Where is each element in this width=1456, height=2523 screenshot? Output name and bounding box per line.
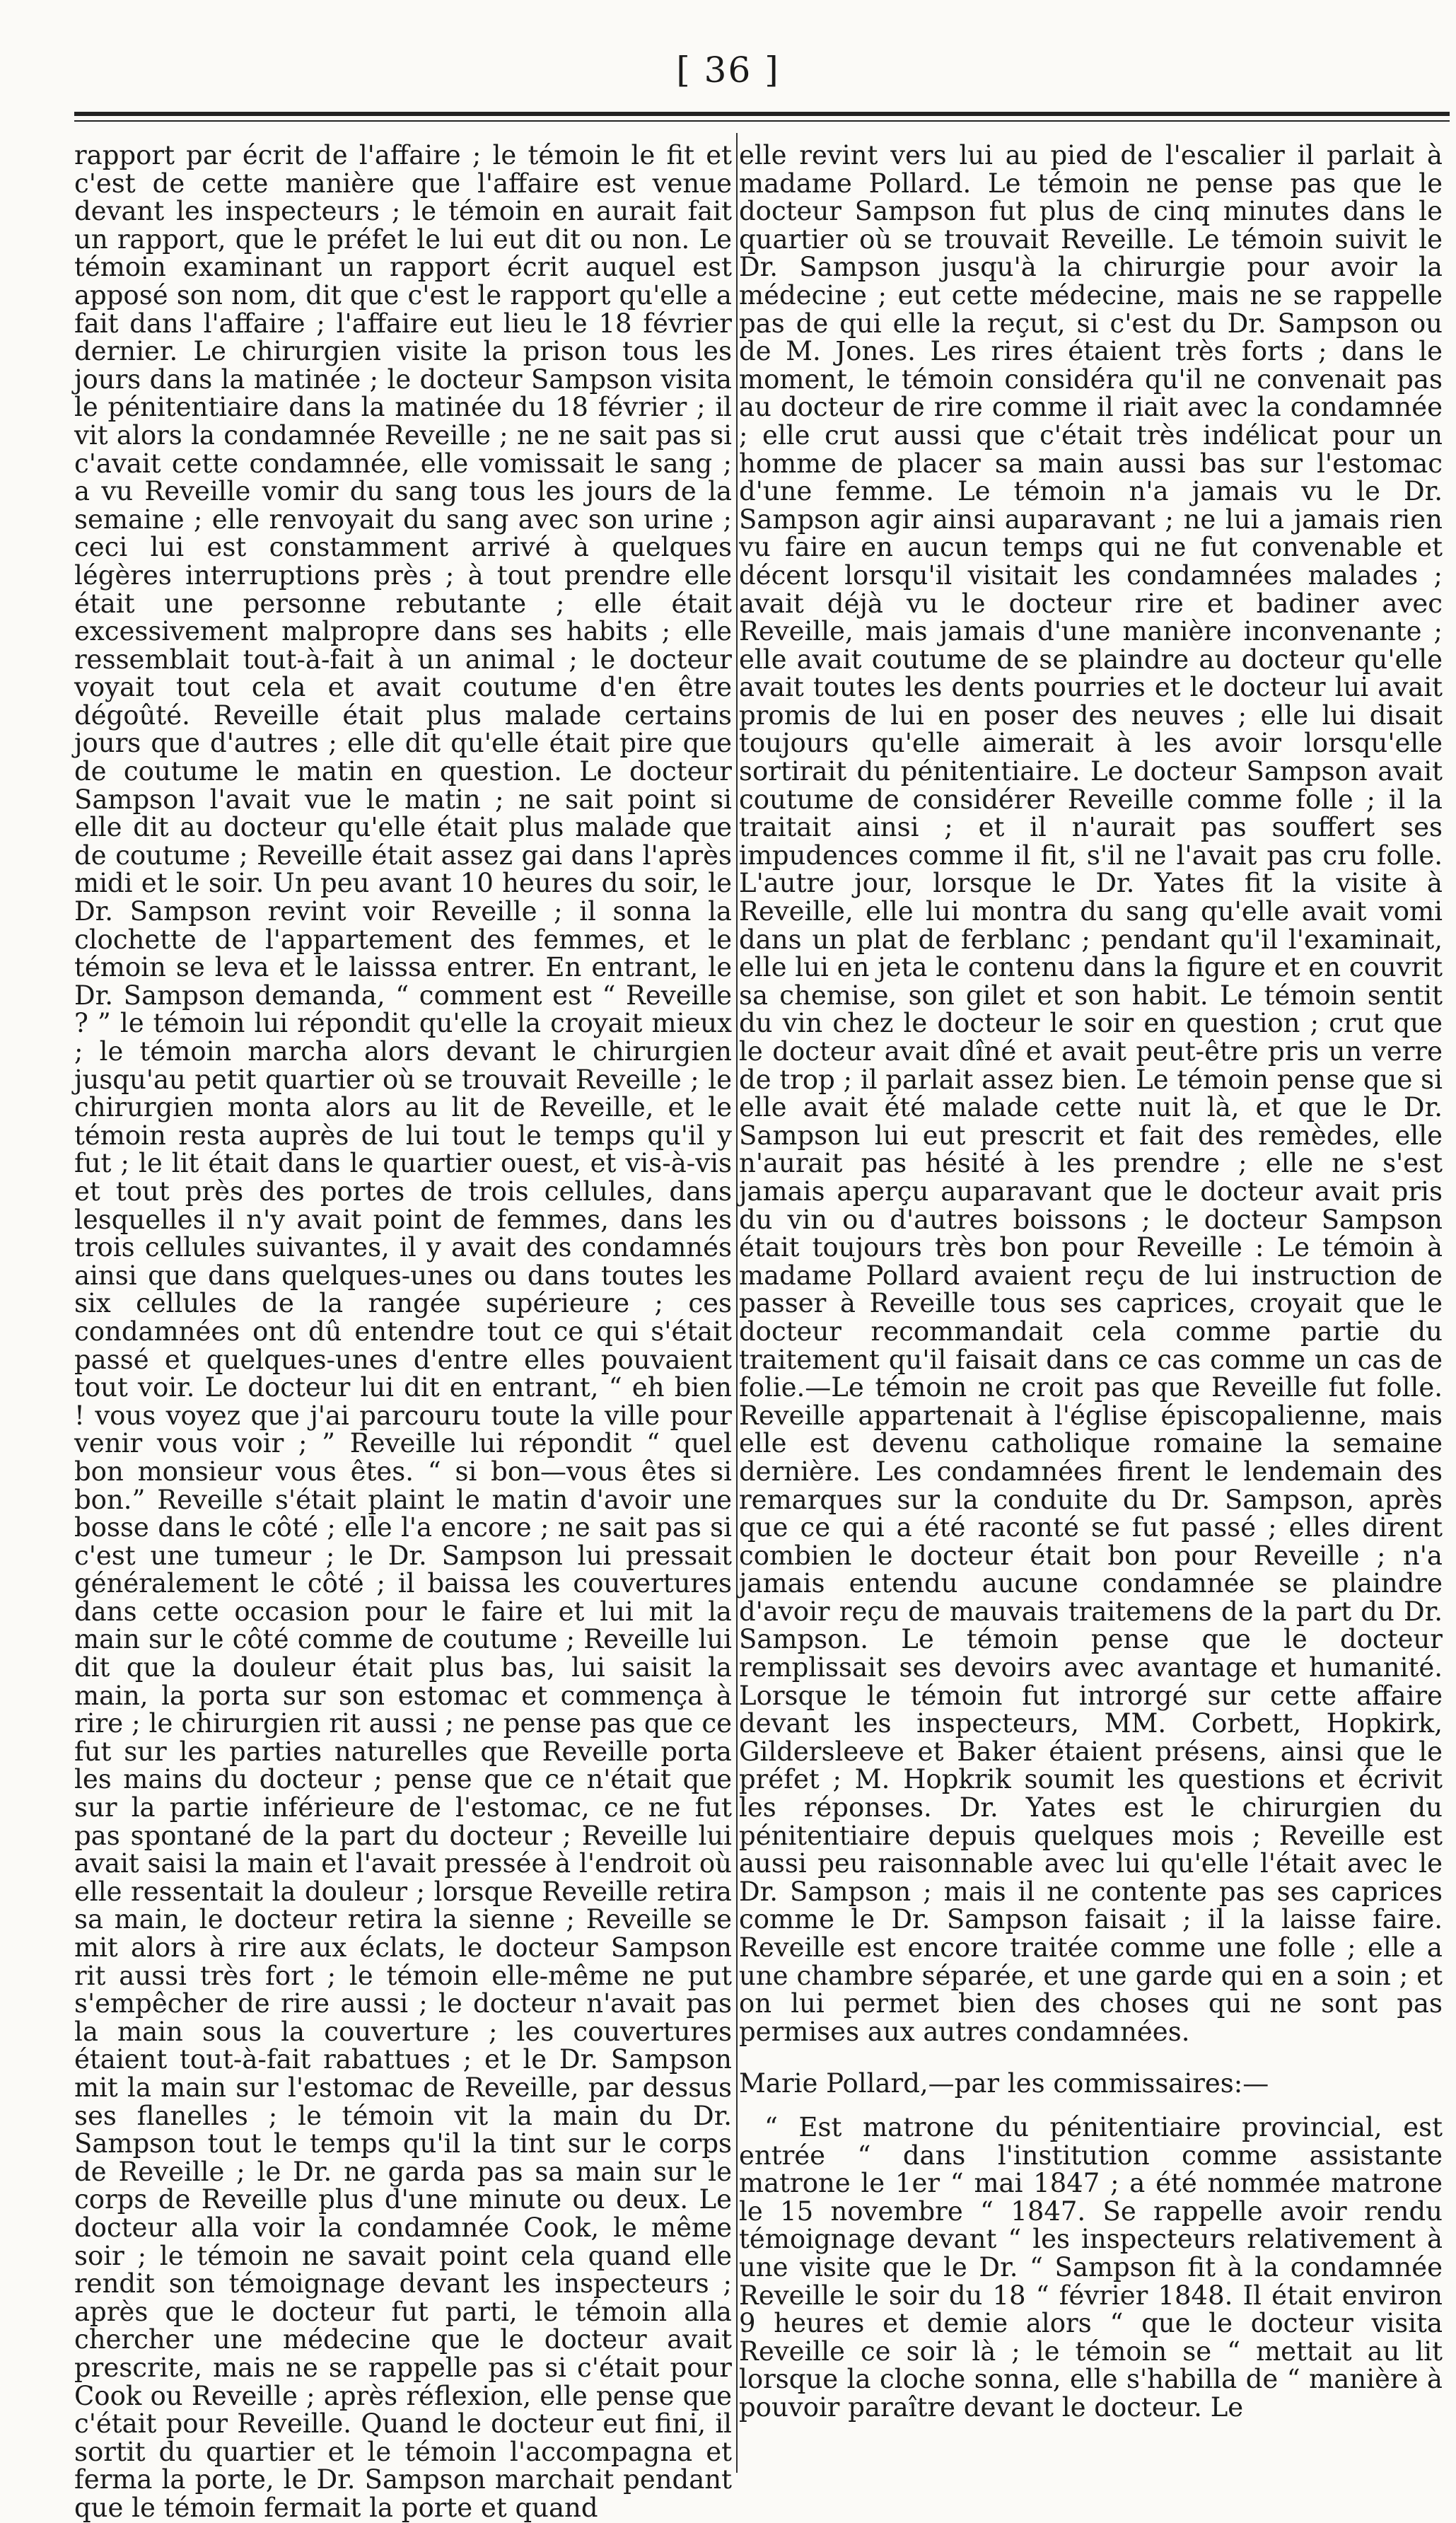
header-rule-thick: [74, 112, 1450, 116]
right-column-text: elle revint vers lui au pied de l'escalier il parlait à madame Pollard. Le témoin ne pense pas que le docteur Sampson fut plus de cinq minutes dans le quartier où se trouvait Reveille. Le témoin suivit le Dr. Sampson jusqu'à la chirurgie pour avoir la médecine ; eut cette médecine, mais ne se rappelle pas de qui elle la reçut, si c'est du Dr. Sampson ou de M. Jones. Les rires étaient très forts ; dans le moment, le témoin considéra qu'il ne convenait pas au docteur de rire comme il riait avec la condamnée ; elle crut aussi que c'était très indélicat pour un homme de placer sa main aussi bas sur l'estomac d'une femme. Le témoin n'a jamais vu le Dr. Sampson agir ainsi auparavant ; ne lui a jamais rien vu faire en aucun temps qui ne fut convenable et décent lorsqu'il visitait les condamnées malades ; avait déjà vu le docteur rire et badiner avec Reveille, mais jamais d'une manière inconvenante ; elle avait coutume de se plaindre au docteur qu'elle avait toutes les dents pourries et le docteur lui avait promis de lui en poser des neuves ; elle lui disait toujours qu'elle aimerait à les avoir lorsqu'elle sortirait du pénitentiaire. Le docteur Sampson avait coutume de considérer Reveille comme folle ; il la traitait ainsi ; et il n'aurait pas souffert ses impudences comme il fit, s'il ne l'avait pas cru folle. L'autre jour, lorsque le Dr. Yates fit la visite à Reveille, elle lui montra du sang qu'elle avait vomi dans un plat de ferblanc ; pendant qu'il l'examinait, elle lui en jeta le contenu dans la figure et en couvrit sa chemise, son gilet et son habit. Le témoin sentit du vin chez le docteur le soir en question ; crut que le docteur avait dîné et avait peut-être pris un verre de trop ; il parlait assez bien. Le témoin pense que si elle avait été malade cette nuit là, et que le Dr. Sampson lui eut prescrit et fait des remèdes, elle n'aurait pas hésité à les prendre ; elle ne s'est jamais aperçu auparavant que le docteur avait pris du vin ou d'autres boissons ; le docteur Sampson était toujours très bon pour Reveille : Le témoin à madame Pollard avaient reçu de lui instruction de passer à Reveille tous ses caprices, croyait que le docteur recommandait cela comme partie du traitement qu'il faisait dans ce cas comme un cas de folie.—Le témoin ne croit pas que Reveille fut folle. Reveille appartenait à l'église épiscopalienne, mais elle est devenu catholique romaine la semaine dernière. Les condamnées firent le lendemain des remarques sur la conduite du Dr. Sampson, après que ce qui a été raconté se fut passé ; elles dirent combien le docteur était bon pour Reveille ; n'a jamais entendu aucune condamnée se plaindre d'avoir reçu de mauvais traitemens de la part du Dr. Sampson. Le témoin pense que le docteur remplissait ses devoirs avec avantage et humanité. Lorsque le témoin fut introrgé sur cette affaire devant les inspecteurs, MM. Corbett, Hopkirk, Gildersleeve et Baker étaient présens, ainsi que le préfet ; M. Hopkrik soumit les questions et écrivit les réponses. Dr. Yates est le chirurgien du pénitentiaire depuis quelques mois ; Reveille est aussi peu raisonnable avec lui qu'elle l'était avec le Dr. Sampson ; mais il ne contente pas ses caprices comme le Dr. Sampson faisait ; il la laisse faire. Reveille est encore traitée comme une folle ; elle a une chambre séparée, et une garde qui en a soin ; et on lui permet bien des choses qui ne sont pas permises aux autres condamnées.: [739, 140, 1443, 2047]
left-column-text: rapport par écrit de l'affaire ; le témoin le fit et c'est de cette manière que l'affaire est venue devant les inspecteurs ; le témoin en aurait fait un rapport, que le préfet le lui eut dit ou non. Le témoin examinant un rapport écrit auquel est apposé son nom, dit que c'est le rapport qu'elle a fait dans l'affaire ; l'affaire eut lieu le 18 février dernier. Le chirurgien visite la prison tous les jours dans la matinée ; le docteur Sampson visita le pénitentiaire dans la matinée du 18 février ; il vit alors la condamnée Reveille ; ne ne sait pas si c'avait cette condamnée, elle vomissait le sang ; a vu Reveille vomir du sang tous les jours de la semaine ; elle renvoyait du sang avec son urine ; ceci lui est constamment arrivé à quelques légères interruptions près ; à tout prendre elle était une personne rebutante ; elle était excessivement malpropre dans ses habits ; elle ressemblait tout-à-fait à un animal ; le docteur voyait tout cela et avait coutume d'en être dégoûté. Reveille était plus malade certains jours que d'autres ; elle dit qu'elle était pire que de coutume le matin en question. Le docteur Sampson l'avait vue le matin ; ne sait point si elle dit au docteur qu'elle était plus malade que de coutume ; Reveille était assez gai dans l'après midi et le soir. Un peu avant 10 heures du soir, le Dr. Sampson revint voir Reveille ; il sonna la clochette de l'appartement des femmes, et le témoin se leva et le laisssa entrer. En entrant, le Dr. Sampson demanda, “ comment est “ Reveille ? ” le témoin lui répondit qu'elle la croyait mieux ; le témoin marcha alors devant le chirurgien jusqu'au petit quartier où se trouvait Reveille ; le chirurgien monta alors au lit de Reveille, et le témoin resta auprès de lui tout le temps qu'il y fut ; le lit était dans le quartier ouest, et vis-à-vis et tout près des portes de trois cellules, dans lesquelles il n'y avait point de femmes, dans les trois cellules suivantes, il y avait des condamnés ainsi que dans quelques-unes ou dans toutes les six cellules de la rangée supérieure ; ces condamnées ont dû entendre tout ce qui s'était passé et quelques-unes d'entre elles pouvaient tout voir. Le docteur lui dit en entrant, “ eh bien ! vous voyez que j'ai parcouru toute la ville pour venir vous voir ; ” Reveille lui répondit “ quel bon monsieur vous êtes. “ si bon—vous êtes si bon.” Reveille s'était plaint le matin d'avoir une bosse dans le côté ; elle l'a encore ; ne sait pas si c'est une tumeur ; le Dr. Sampson lui pressait généralement le côté ; il baissa les couvertures dans cette occasion pour le faire et lui mit la main sur le côté comme de coutume ; Reveille lui dit que la douleur était plus bas, lui saisit la main, la porta sur son estomac et commença à rire ; le chirurgien rit aussi ; ne pense pas que ce fut sur les parties naturelles que Reveille porta les mains du docteur ; pense que ce n'était que sur la partie inférieure de l'estomac, ce ne fut pas spontané de la part du docteur ; Reveille lui avait saisi la main et l'avait pressée à l'endroit où elle ressentait la douleur ; lorsque Reveille retira sa main, le docteur retira la sienne ; Reveille se mit alors à rire aux éclats, le docteur Sampson rit aussi très fort ; le témoin elle-même ne put s'empêcher de rire aussi ; le docteur n'avait pas la main sous la couverture ; les couvertures étaient tout-à-fait rabattues ; et le Dr. Sampson mit la main sur l'estomac de Reveille, par dessus ses flanelles ; le témoin vit la main du Dr. Sampson tout le temps qu'il la tint sur le corps de Reveille ; le Dr. ne garda pas sa main sur le corps de Reveille plus d'une minute ou deux. Le docteur alla voir la condamnée Cook, le même soir ; le témoin ne savait point cela quand elle rendit son témoignage devant les inspecteurs ; après que le docteur fut parti, le témoin alla chercher une médecine que le docteur avait prescrite, mais ne se rappelle pas si c'était pour Cook ou Reveille ; après réflexion, elle pense que c'était pour Reveille. Quand le docteur eut fini, il sortit du quartier et le témoin l'accompagna et ferma la porte, le Dr. Sampson marchait pendant que le témoin fermait la porte et quand: [74, 140, 732, 2523]
section-heading: Marie Pollard,—par les commissaires:—: [739, 2068, 1269, 2099]
left-column: [74, 140, 732, 2523]
testimony-quote: “ Est matrone du pénitentiaire provincial, est entrée “ dans l'institution comme assistante matrone le 1er “ mai 1847 ; a été nommée matrone le 15 novembre “ 1847. Se rappelle avoir rendu témoignage devant “ les inspecteurs relativement à une visite que le Dr. “ Sampson fit à la condamnée Reveille le soir du 18 “ février 1848. Il était environ 9 heures et demie alors “ que le docteur visita Reveille ce soir là ; le témoin se “ mettait au lit lorsque la cloche sonna, elle s'habilla de “ manière à pouvoir paraître devant le docteur. Le: [739, 2111, 1443, 2423]
header-rule-thin: [74, 120, 1450, 122]
page-number: [ 36 ]: [676, 50, 780, 91]
right-column: [726, 141, 1443, 2469]
